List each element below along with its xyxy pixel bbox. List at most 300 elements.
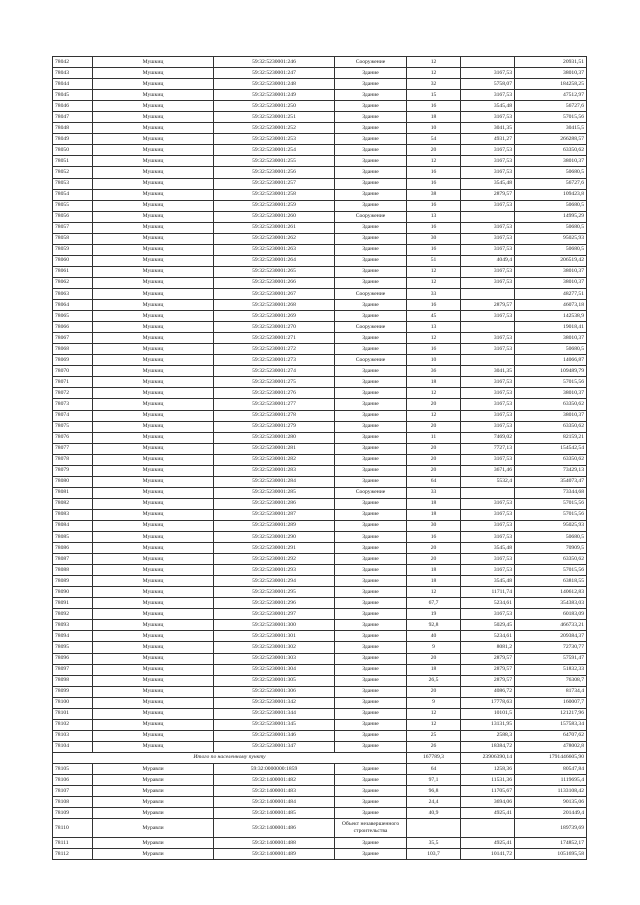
table-row (53, 509, 587, 520)
cadastral-value-cell: 81734,4 (515, 686, 587, 697)
cadastral-number-cell: 59:32:5230001:294 (214, 576, 335, 587)
unit-price-cell: 3545,48 (461, 101, 515, 112)
settlement-name-cell: Мушкиц (93, 642, 214, 653)
area-cell: 16 (407, 244, 461, 255)
area-cell: 96,8 (407, 786, 461, 797)
cadastral-number-cell: 59:32:5230001:280 (214, 432, 335, 443)
object-type-cell: Здание (335, 642, 407, 653)
table-row (53, 145, 587, 156)
area-cell: 24,4 (407, 797, 461, 808)
unit-price-cell: 11705,67 (461, 786, 515, 797)
row-number-cell: 78060 (53, 255, 93, 266)
cadastral-value-cell: 1051695,58 (515, 849, 587, 860)
area-cell: 20 (407, 399, 461, 410)
object-type-cell: Здание (335, 697, 407, 708)
cadastral-number-cell: 59:32:5230001:254 (214, 145, 335, 156)
cadastral-number-cell: 59:32:5230001:342 (214, 697, 335, 708)
row-number-cell: 78102 (53, 719, 93, 730)
table-row (53, 454, 587, 465)
table-row (53, 598, 587, 609)
cadastral-number-cell: 59:32:5230001:297 (214, 609, 335, 620)
row-number-cell: 78090 (53, 587, 93, 598)
cadastral-number-cell: 59:32:5230001:300 (214, 620, 335, 631)
area-cell: 18 (407, 498, 461, 509)
table-row (53, 653, 587, 664)
area-cell: 12 (407, 156, 461, 167)
unit-price-cell: 3167,53 (461, 554, 515, 565)
object-type-cell: Объект незавершенного строительства (335, 819, 407, 838)
unit-price-cell: 3167,53 (461, 68, 515, 79)
subtotal-row (53, 752, 587, 763)
cadastral-number-cell: 59:32:5230001:272 (214, 344, 335, 355)
row-number-cell: 78100 (53, 697, 93, 708)
area-cell: 9 (407, 697, 461, 708)
cadastral-value-cell: 157583,34 (515, 719, 587, 730)
unit-price-cell: 3167,53 (461, 388, 515, 399)
settlement-name-cell: Мушкиц (93, 664, 214, 675)
settlement-name-cell: Мушкиц (93, 311, 214, 322)
settlement-name-cell: Мушкиц (93, 233, 214, 244)
settlement-name-cell: Мушкиц (93, 189, 214, 200)
table-row (53, 520, 587, 531)
object-type-cell: Здание (335, 366, 407, 377)
cadastral-number-cell: 59:32:5230001:290 (214, 532, 335, 543)
cadastral-number-cell: 59:32:5230001:347 (214, 741, 335, 752)
object-type-cell: Здание (335, 277, 407, 288)
unit-price-cell: 3167,53 (461, 399, 515, 410)
unit-price-cell: 2588,3 (461, 730, 515, 741)
object-type-cell: Здание (335, 399, 407, 410)
unit-price-cell: 2879,57 (461, 653, 515, 664)
area-cell: 33 (407, 288, 461, 299)
table-row (53, 222, 587, 233)
area-cell: 12 (407, 68, 461, 79)
object-type-cell: Здание (335, 587, 407, 598)
cadastral-number-cell: 59:32:5230001:247 (214, 68, 335, 79)
settlement-name-cell: Мушкиц (93, 68, 214, 79)
cadastral-number-cell: 59:32:5230001:268 (214, 300, 335, 311)
table-row (53, 123, 587, 134)
area-cell: 67,7 (407, 598, 461, 609)
table-row (53, 57, 587, 68)
cadastral-number-cell: 59:32:5230001:257 (214, 178, 335, 189)
area-cell: 97,1 (407, 775, 461, 786)
row-number-cell: 78085 (53, 532, 93, 543)
area-cell: 18 (407, 576, 461, 587)
table-row (53, 322, 587, 333)
table-row (53, 244, 587, 255)
cadastral-value-cell: 14066,87 (515, 355, 587, 366)
object-type-cell: Здание (335, 432, 407, 443)
cadastral-number-cell: 59:32:5230001:263 (214, 244, 335, 255)
table-row (53, 421, 587, 432)
unit-price-cell: 3167,53 (461, 410, 515, 421)
area-cell: 92,8 (407, 620, 461, 631)
table-row (53, 675, 587, 686)
table-row (53, 487, 587, 498)
cadastral-value-cell: 30415,5 (515, 123, 587, 134)
area-cell: 33 (407, 487, 461, 498)
settlement-name-cell: Мушкиц (93, 377, 214, 388)
settlement-name-cell: Мушкиц (93, 697, 214, 708)
area-cell: 18 (407, 664, 461, 675)
cadastral-number-cell: 59:32:5230001:344 (214, 708, 335, 719)
settlement-name-cell: Мушкиц (93, 90, 214, 101)
object-type-cell: Здание (335, 443, 407, 454)
unit-price-cell: 5234,61 (461, 631, 515, 642)
subtotal-label: Итого по населенному пункту (53, 752, 407, 763)
object-type-cell: Здание (335, 344, 407, 355)
cadastral-number-cell: 59:32:5230001:250 (214, 101, 335, 112)
object-type-cell: Здание (335, 520, 407, 531)
settlement-name-cell: Муравли (93, 764, 214, 775)
object-type-cell: Здание (335, 244, 407, 255)
area-cell: 12 (407, 277, 461, 288)
table-row (53, 565, 587, 576)
cadastral-value-cell: 38010,37 (515, 410, 587, 421)
table-row (53, 819, 587, 838)
area-cell: 18 (407, 509, 461, 520)
unit-price-cell: 2879,57 (461, 300, 515, 311)
cadastral-number-cell: 59:32:5230001:305 (214, 675, 335, 686)
cadastral-value-cell: 38010,37 (515, 266, 587, 277)
table-row (53, 498, 587, 509)
area-cell: 10 (407, 355, 461, 366)
cadastral-value-cell: 46073,18 (515, 300, 587, 311)
object-type-cell: Здание (335, 189, 407, 200)
area-cell: 18 (407, 565, 461, 576)
row-number-cell: 78078 (53, 454, 93, 465)
settlement-name-cell: Муравли (93, 786, 214, 797)
cadastral-value-cell: 73344,68 (515, 487, 587, 498)
table-row (53, 609, 587, 620)
area-cell (407, 819, 461, 838)
cadastral-number-cell: 59:32:1400001:486 (214, 819, 335, 838)
cadastral-number-cell: 59:32:5230001:249 (214, 90, 335, 101)
cadastral-number-cell: 59:32:5230001:283 (214, 465, 335, 476)
area-cell: 13 (407, 322, 461, 333)
unit-price-cell: 3167,53 (461, 145, 515, 156)
area-cell: 12 (407, 266, 461, 277)
row-number-cell: 78075 (53, 421, 93, 432)
cadastral-number-cell: 59:32:5230001:275 (214, 377, 335, 388)
cadastral-number-cell: 59:32:5230001:253 (214, 134, 335, 145)
table-row (53, 543, 587, 554)
settlement-name-cell: Мушкиц (93, 443, 214, 454)
object-type-cell: Здание (335, 838, 407, 849)
cadastral-number-cell: 59:32:1400001:485 (214, 808, 335, 819)
unit-price-cell: 3167,53 (461, 112, 515, 123)
cadastral-value-cell: 478002,8 (515, 741, 587, 752)
area-cell: 20 (407, 421, 461, 432)
row-number-cell: 78072 (53, 388, 93, 399)
cadastral-value-cell: 50680,5 (515, 244, 587, 255)
cadastral-number-cell: 59:32:5230001:246 (214, 57, 335, 68)
object-type-cell: Здание (335, 764, 407, 775)
cadastral-number-cell: 59:32:5230001:303 (214, 653, 335, 664)
unit-price-cell (461, 322, 515, 333)
object-type-cell: Здание (335, 653, 407, 664)
row-number-cell: 78084 (53, 520, 93, 531)
row-number-cell: 78059 (53, 244, 93, 255)
unit-price-cell: 3167,53 (461, 233, 515, 244)
table-row (53, 311, 587, 322)
settlement-name-cell: Мушкиц (93, 167, 214, 178)
row-number-cell: 78079 (53, 465, 93, 476)
cadastral-value-cell: 38010,37 (515, 333, 587, 344)
settlement-name-cell: Мушкиц (93, 543, 214, 554)
subtotal-price: 23906390,14 (461, 752, 515, 763)
unit-price-cell (461, 487, 515, 498)
table-row (53, 377, 587, 388)
table-row (53, 587, 587, 598)
settlement-name-cell: Мушкиц (93, 675, 214, 686)
object-type-cell: Здание (335, 311, 407, 322)
row-number-cell: 78052 (53, 167, 93, 178)
settlement-name-cell: Мушкиц (93, 211, 214, 222)
object-type-cell: Здание (335, 90, 407, 101)
area-cell: 20 (407, 454, 461, 465)
object-type-cell: Здание (335, 377, 407, 388)
row-number-cell: 78107 (53, 786, 93, 797)
row-number-cell: 78050 (53, 145, 93, 156)
unit-price-cell: 3041,35 (461, 123, 515, 134)
cadastral-number-cell: 59:32:5230001:289 (214, 520, 335, 531)
table-row (53, 79, 587, 90)
unit-price-cell: 8081,2 (461, 642, 515, 653)
settlement-name-cell: Мушкиц (93, 112, 214, 123)
cadastral-value-cell: 95025,93 (515, 233, 587, 244)
cadastral-value-cell: 19018,41 (515, 322, 587, 333)
object-type-cell: Здание (335, 167, 407, 178)
row-number-cell: 78047 (53, 112, 93, 123)
cadastral-number-cell: 59:32:5230001:269 (214, 311, 335, 322)
area-cell: 38 (407, 189, 461, 200)
row-number-cell: 78093 (53, 620, 93, 631)
cadastral-value-cell: 154542,54 (515, 443, 587, 454)
object-type-cell: Здание (335, 808, 407, 819)
unit-price-cell: 3167,53 (461, 333, 515, 344)
row-number-cell: 78082 (53, 498, 93, 509)
cadastral-number-cell: 59:32:0000000:1859 (214, 764, 335, 775)
cadastral-value-cell: 184258,25 (515, 79, 587, 90)
area-cell: 20 (407, 465, 461, 476)
object-type-cell: Здание (335, 79, 407, 90)
cadastral-value-cell: 38010,37 (515, 156, 587, 167)
unit-price-cell: 3167,53 (461, 509, 515, 520)
unit-price-cell: 3167,53 (461, 311, 515, 322)
area-cell: 16 (407, 344, 461, 355)
settlement-name-cell: Мушкиц (93, 730, 214, 741)
object-type-cell: Здание (335, 222, 407, 233)
settlement-name-cell: Мушкиц (93, 366, 214, 377)
settlement-name-cell: Мушкиц (93, 145, 214, 156)
object-type-cell: Здание (335, 112, 407, 123)
area-cell: 12 (407, 388, 461, 399)
table-row (53, 849, 587, 860)
area-cell: 16 (407, 101, 461, 112)
table-row (53, 156, 587, 167)
settlement-name-cell: Мушкиц (93, 200, 214, 211)
object-type-cell: Здание (335, 388, 407, 399)
unit-price-cell: 18384,72 (461, 741, 515, 752)
row-number-cell: 78046 (53, 101, 93, 112)
area-cell: 30 (407, 520, 461, 531)
row-number-cell: 78104 (53, 741, 93, 752)
settlement-name-cell: Мушкиц (93, 288, 214, 299)
unit-price-cell: 3167,53 (461, 454, 515, 465)
cadastral-value-cell: 1119695,4 (515, 775, 587, 786)
cadastral-value-cell: 38010,37 (515, 68, 587, 79)
row-number-cell: 78105 (53, 764, 93, 775)
row-number-cell: 78051 (53, 156, 93, 167)
cadastral-value-cell: 209384,37 (515, 631, 587, 642)
row-number-cell: 78067 (53, 333, 93, 344)
unit-price-cell: 3167,53 (461, 156, 515, 167)
settlement-name-cell: Муравли (93, 775, 214, 786)
cadastral-number-cell: 59:32:5230001:279 (214, 421, 335, 432)
unit-price-cell: 5532,4 (461, 476, 515, 487)
row-number-cell: 78098 (53, 675, 93, 686)
cadastral-value-cell: 90135,06 (515, 797, 587, 808)
unit-price-cell: 4925,41 (461, 808, 515, 819)
table-row (53, 90, 587, 101)
cadastral-number-cell: 59:32:5230001:287 (214, 509, 335, 520)
unit-price-cell (461, 288, 515, 299)
cadastral-value-cell: 20931,51 (515, 57, 587, 68)
unit-price-cell: 7727,13 (461, 443, 515, 454)
unit-price-cell: 3167,53 (461, 90, 515, 101)
cadastral-value-cell: 109423,8 (515, 189, 587, 200)
unit-price-cell: 2879,57 (461, 675, 515, 686)
cadastral-number-cell: 59:32:5230001:291 (214, 543, 335, 554)
table-row (53, 532, 587, 543)
settlement-name-cell: Мушкиц (93, 576, 214, 587)
object-type-cell: Здание (335, 598, 407, 609)
unit-price-cell: 3167,53 (461, 565, 515, 576)
cadastral-number-cell: 59:32:5230001:260 (214, 211, 335, 222)
cadastral-value-cell: 56727,6 (515, 101, 587, 112)
cadastral-value-cell: 50680,5 (515, 222, 587, 233)
unit-price-cell: 17778,63 (461, 697, 515, 708)
object-type-cell: Здание (335, 509, 407, 520)
unit-price-cell: 3167,53 (461, 167, 515, 178)
table-row (53, 476, 587, 487)
object-type-cell: Здание (335, 664, 407, 675)
row-number-cell: 78095 (53, 642, 93, 653)
row-number-cell: 78061 (53, 266, 93, 277)
cadastral-number-cell: 59:32:1400001:484 (214, 797, 335, 808)
settlement-name-cell: Мушкиц (93, 134, 214, 145)
row-number-cell: 78071 (53, 377, 93, 388)
object-type-cell: Здание (335, 719, 407, 730)
unit-price-cell: 3167,53 (461, 421, 515, 432)
settlement-name-cell: Мушкиц (93, 565, 214, 576)
area-cell: 30 (407, 233, 461, 244)
cadastral-number-cell: 59:32:5230001:264 (214, 255, 335, 266)
cadastral-number-cell: 59:32:5230001:295 (214, 587, 335, 598)
settlement-name-cell: Мушкиц (93, 509, 214, 520)
row-number-cell: 78077 (53, 443, 93, 454)
unit-price-cell: 3167,53 (461, 277, 515, 288)
object-type-cell: Здание (335, 708, 407, 719)
unit-price-cell (461, 819, 515, 838)
settlement-name-cell: Мушкиц (93, 410, 214, 421)
row-number-cell: 78055 (53, 200, 93, 211)
table-row (53, 465, 587, 476)
table-row (53, 255, 587, 266)
object-type-cell: Сооружение (335, 355, 407, 366)
area-cell: 25 (407, 730, 461, 741)
table-row (53, 233, 587, 244)
area-cell: 35,5 (407, 838, 461, 849)
area-cell: 16 (407, 178, 461, 189)
object-type-cell: Здание (335, 465, 407, 476)
cadastral-number-cell: 59:32:5230001:301 (214, 631, 335, 642)
area-cell: 11 (407, 432, 461, 443)
cadastral-value-cell: 56727,6 (515, 178, 587, 189)
row-number-cell: 78049 (53, 134, 93, 145)
area-cell: 20 (407, 686, 461, 697)
unit-price-cell: 3167,53 (461, 200, 515, 211)
cadastral-value-cell: 354073,47 (515, 476, 587, 487)
row-number-cell: 78063 (53, 288, 93, 299)
table-row (53, 178, 587, 189)
table-row (53, 642, 587, 653)
settlement-name-cell: Мушкиц (93, 277, 214, 288)
settlement-name-cell: Мушкиц (93, 554, 214, 565)
row-number-cell: 78069 (53, 355, 93, 366)
table-row (53, 300, 587, 311)
area-cell: 12 (407, 587, 461, 598)
cadastral-number-cell: 59:32:5230001:277 (214, 399, 335, 410)
cadastral-value-cell: 57015,56 (515, 112, 587, 123)
settlement-name-cell: Мушкиц (93, 388, 214, 399)
cadastral-number-cell: 59:32:5230001:293 (214, 565, 335, 576)
unit-price-cell: 3167,53 (461, 244, 515, 255)
table-row (53, 697, 587, 708)
table-row (53, 764, 587, 775)
table-body (53, 57, 587, 860)
cadastral-number-cell: 59:32:5230001:282 (214, 454, 335, 465)
settlement-name-cell: Мушкиц (93, 620, 214, 631)
table-row (53, 620, 587, 631)
table-row (53, 366, 587, 377)
table-row (53, 576, 587, 587)
table-row (53, 288, 587, 299)
object-type-cell: Сооружение (335, 211, 407, 222)
cadastral-number-cell: 59:32:5230001:274 (214, 366, 335, 377)
cadastral-value-cell: 466733,21 (515, 620, 587, 631)
settlement-name-cell: Мушкиц (93, 333, 214, 344)
cadastral-value-cell: 354383,03 (515, 598, 587, 609)
area-cell: 12 (407, 719, 461, 730)
unit-price-cell: 3167,53 (461, 266, 515, 277)
cadastral-value-cell: 189739,69 (515, 819, 587, 838)
cadastral-value-cell: 57591,47 (515, 653, 587, 664)
object-type-cell: Здание (335, 554, 407, 565)
object-type-cell: Здание (335, 300, 407, 311)
table-row (53, 838, 587, 849)
object-type-cell: Здание (335, 200, 407, 211)
table-row (53, 355, 587, 366)
table-row (53, 719, 587, 730)
object-type-cell: Здание (335, 786, 407, 797)
cadastral-value-cell: 80547,84 (515, 764, 587, 775)
row-number-cell: 78044 (53, 79, 93, 90)
area-cell: 54 (407, 134, 461, 145)
cadastral-number-cell: 59:32:5230001:292 (214, 554, 335, 565)
